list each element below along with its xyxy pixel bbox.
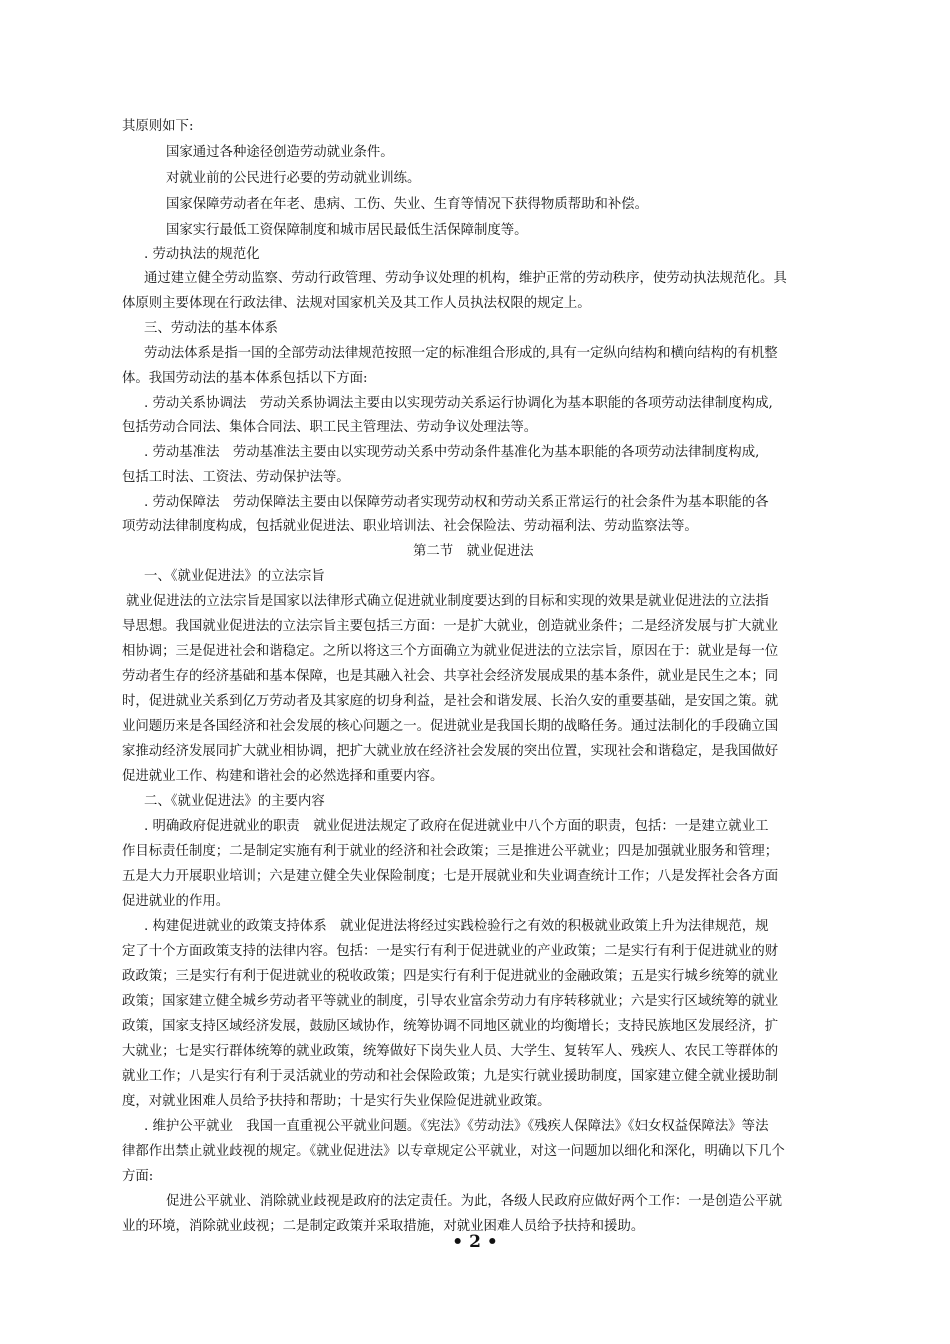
- text-line: . 维护公平就业 我国一直重视公平就业问题。《宪法》《劳动法》《残疾人保障法》《妇女权益保障法》等法: [144, 1119, 769, 1134]
- text-line: . 构建促进就业的政策支持体系 就业促进法将经过实践检验行之有效的积极就业政策上升为法律规范，规: [144, 919, 769, 934]
- section-heading: . 劳动执法的规范化: [144, 247, 260, 262]
- text-line: 就业促进法的立法宗旨是国家以法律形式确立促进就业制度要达到的目标和实现的效果是就业促进法的立法指: [126, 594, 769, 609]
- section-heading: 二、《就业促进法》的主要内容: [144, 794, 325, 809]
- text-line: 就业工作；八是实行有利于灵活就业的劳动和社会保险政策；九是实行就业援助制度，国家建立健全就业援助制: [122, 1069, 779, 1084]
- text-line: . 明确政府促进就业的职责 就业促进法规定了政府在促进就业中八个方面的职责，包括：一是建立就业工: [144, 819, 769, 834]
- text-line: 律都作出禁止就业歧视的规定。《就业促进法》以专章规定公平就业，对这一问题加以细化和深化，明确以下几个: [122, 1144, 785, 1159]
- text-line: 体。我国劳动法的基本体系包括以下方面:: [122, 371, 368, 386]
- section-heading: 三、劳动法的基本体系: [144, 321, 278, 336]
- page-number: • 2 •: [452, 1232, 498, 1252]
- text-line: 国家保障劳动者在年老、患病、工伤、失业、生育等情况下获得物质帮助和补偿。: [166, 197, 649, 212]
- text-line: 时，促进就业关系到亿万劳动者及其家庭的切身利益，是社会和谐发展、长治久安的重要基础，是安国之策。就: [122, 694, 779, 709]
- text-line: . 劳动基准法 劳动基准法主要由以实现劳动关系中劳动条件基准化为基本职能的各项劳动法律制度构成,: [144, 445, 760, 460]
- text-line: 国家通过各种途径创造劳动就业条件。: [166, 145, 394, 160]
- text-line: 国家实行最低工资保障制度和城市居民最低生活保障制度等。: [166, 223, 528, 238]
- text-line: . 劳动保障法 劳动保障法主要由以保障劳动者实现劳动权和劳动关系正常运行的社会条件为基本职能的各: [144, 495, 769, 510]
- text-line: 政政策；三是实行有利于促进就业的税收政策；四是实行有利于促进就业的金融政策；五是实行城乡统筹的就业: [122, 969, 779, 984]
- text-line: 度，对就业困难人员给予扶持和帮助；十是实行失业保险促进就业政策。: [122, 1094, 551, 1109]
- section-heading: 一、《就业促进法》的立法宗旨: [144, 569, 325, 584]
- text-line: 对就业前的公民进行必要的劳动就业训练。: [166, 171, 421, 186]
- text-line: 业问题历来是各国经济和社会发展的核心问题之一。促进就业是我国长期的战略任务。通过法制化的手段确立国: [122, 719, 779, 734]
- text-line: 导思想。我国就业促进法的立法宗旨主要包括三方面：一是扩大就业，创造就业条件；二是经济发展与扩大就业: [122, 619, 779, 634]
- text-line: 政策；国家建立健全城乡劳动者平等就业的制度，引导农业富余劳动力有序转移就业；六是实行区域统筹的就业: [122, 994, 779, 1009]
- text-line: 包括工时法、工资法、劳动保护法等。: [122, 470, 350, 485]
- text-line: . 劳动关系协调法 劳动关系协调法主要由以实现劳动关系运行协调化为基本职能的各项劳动法律制度构成,: [144, 396, 773, 411]
- text-line: 促进公平就业、消除就业歧视是政府的法定责任。为此，各级人民政府应做好两个工作：一是创造公平就: [166, 1194, 782, 1209]
- text-line: 项劳动法律制度构成，包括就业促进法、职业培训法、社会保险法、劳动福利法、劳动监察法等。: [122, 519, 698, 534]
- text-line: 大就业；七是实行群体统筹的就业政策，统筹做好下岗失业人员、大学生、复转军人、残疾人、农民工等群体的: [122, 1044, 779, 1059]
- text-line: 促进就业工作、构建和谐社会的必然选择和重要内容。: [122, 769, 444, 784]
- text-line: 业的环境，消除就业歧视；二是制定政策并采取措施，对就业困难人员给予扶持和援助。: [122, 1219, 645, 1234]
- section-title: 第二节 就业促进法: [413, 544, 534, 559]
- text-line: 包括劳动合同法、集体合同法、职工民主管理法、劳动争议处理法等。: [122, 420, 538, 435]
- text-line: 其原则如下:: [122, 119, 194, 134]
- text-line: 作目标责任制度；二是制定实施有利于就业的经济和社会政策；三是推进公平就业；四是加强就业服务和管理；: [122, 844, 779, 859]
- text-line: 通过建立健全劳动监察、劳动行政管理、劳动争议处理的机构，维护正常的劳动秩序，使劳动执法规范化。具: [144, 271, 787, 286]
- text-line: 定了十个方面政策支持的法律内容。包括：一是实行有利于促进就业的产业政策；二是实行有利于促进就业的财: [122, 944, 779, 959]
- text-line: 五是大力开展职业培训；六是建立健全失业保险制度；七是开展就业和失业调查统计工作；八是发挥社会各方面: [122, 869, 779, 884]
- text-line: 方面:: [122, 1169, 154, 1184]
- text-line: 劳动者生存的经济基础和基本保障，也是其融入社会、共享社会经济发展成果的基本条件，就业是民生之本；同: [122, 669, 779, 684]
- text-line: 家推动经济发展同扩大就业相协调，把扩大就业放在经济社会发展的突出位置，实现社会和谐稳定，是我国做好: [122, 744, 779, 759]
- text-line: 相协调；三是促进社会和谐稳定。之所以将这三个方面确立为就业促进法的立法宗旨，原因在于：就业是每一位: [122, 644, 779, 659]
- text-line: 政策，国家支持区域经济发展，鼓励区域协作，统筹协调不同地区就业的均衡增长；支持民族地区发展经济，扩: [122, 1019, 779, 1034]
- text-line: 促进就业的作用。: [122, 894, 230, 909]
- text-line: 体原则主要体现在行政法律、法规对国家机关及其工作人员执法权限的规定上。: [122, 296, 591, 311]
- text-line: 劳动法体系是指一国的全部劳动法律规范按照一定的标准组合形成的,具有一定纵向结构和横向结构的有机整: [144, 346, 778, 361]
